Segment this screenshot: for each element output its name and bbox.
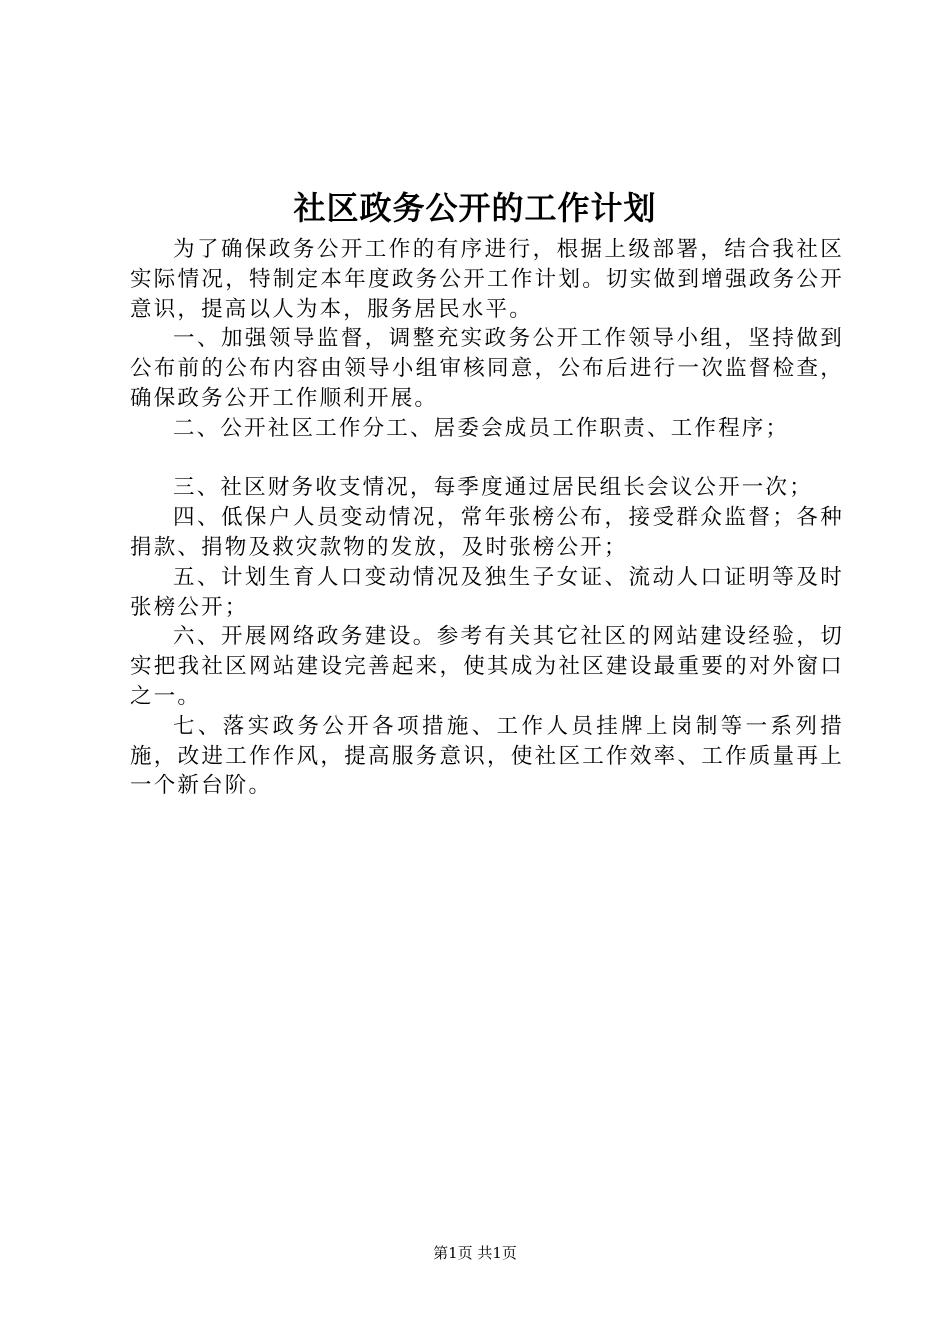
paragraph-item-7: 七、落实政务公开各项措施、工作人员挂牌上岗制等一系列措施，改进工作作风，提高服务意识，使社区工作效率、工作质量再上一个新台阶。 bbox=[130, 713, 844, 799]
paragraph-item-4: 四、低保户人员变动情况，常年张榜公布，接受群众监督；各种捐款、捐物及救灾款物的发放，及时张榜公开； bbox=[130, 505, 844, 560]
document-title: 社区政务公开的工作计划 bbox=[293, 189, 657, 227]
document-body bbox=[130, 235, 844, 801]
paragraph-item-5: 五、计划生育人口变动情况及独生子女证、流动人口证明等及时张榜公开； bbox=[130, 564, 844, 620]
paragraph-intro: 为了确保政务公开工作的有序进行，根据上级部署，结合我社区实际情况，特制定本年度政务公开工作计划。切实做到增强政务公开意识，提高以人为本，服务居民水平。 bbox=[130, 237, 844, 322]
paragraph-item-1: 一、加强领导监督，调整充实政务公开工作领导小组，坚持做到公布前的公布内容由领导小组审核同意，公布后进行一次监督检查，确保政务公开工作顺利开展。 bbox=[130, 326, 844, 411]
paragraph-item-3: 三、社区财务收支情况，每季度通过居民组长会议公开一次； bbox=[173, 475, 813, 501]
paragraph-item-6: 六、开展网络政务建设。参考有关其它社区的网站建设经验，切实把我社区网站建设完善起来，使其成为社区建设最重要的对外窗口之一。 bbox=[130, 624, 844, 709]
paragraph-item-2: 二、公开社区工作分工、居委会成员工作职责、工作程序； bbox=[173, 415, 790, 441]
page-number-footer: 第1页 共1页 bbox=[433, 1244, 517, 1262]
